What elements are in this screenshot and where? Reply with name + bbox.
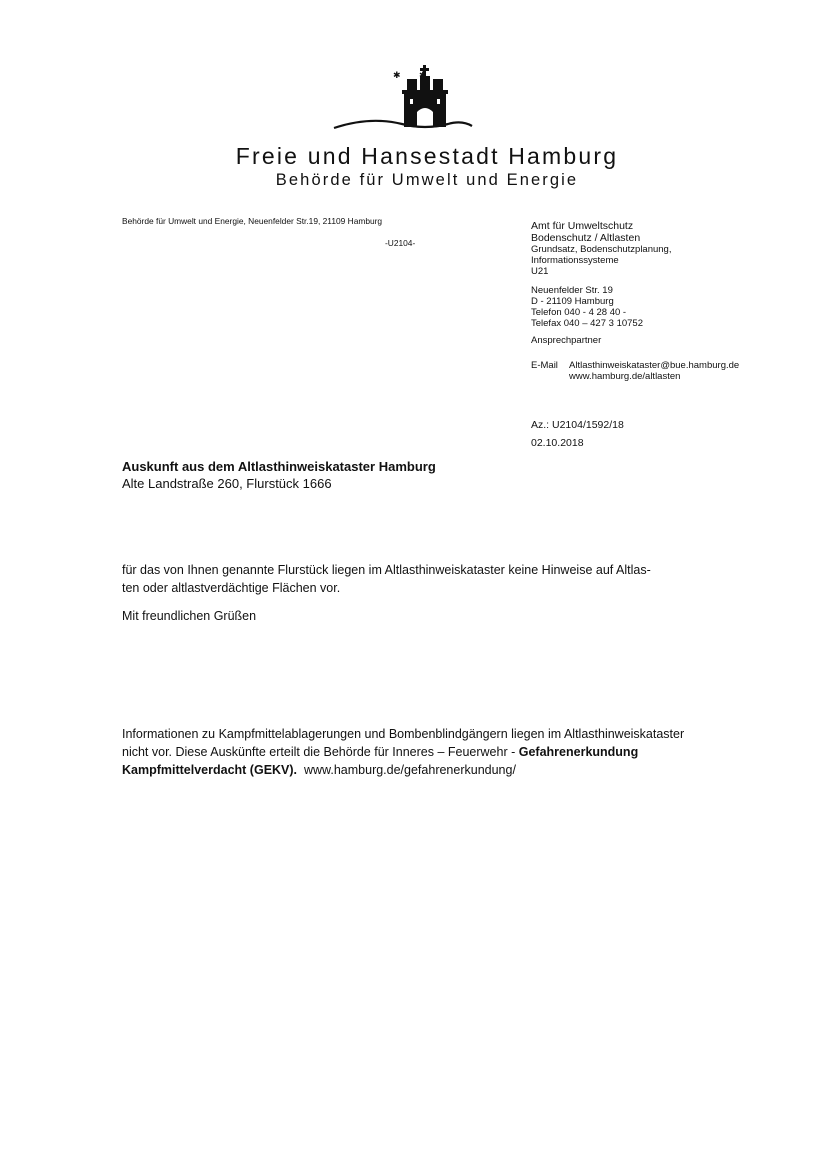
info-line-2 xyxy=(122,743,802,761)
email-link[interactable]: Altlasthinweiskataster@bue.hamburg.de xyxy=(569,360,740,371)
fax-number: Telefax 040 – 427 3 10752 xyxy=(531,318,643,329)
sender-info-block xyxy=(531,220,801,382)
closing-greeting: Mit freundlichen Grüßen xyxy=(122,609,257,623)
contact-links xyxy=(531,360,801,382)
info-line-2-text: nicht vor. Diese Auskünfte erteilt die Behörde für Inneres – Feuerwehr - xyxy=(122,745,519,759)
street-address: Neuenfelder Str. 19 xyxy=(531,285,613,296)
info-line-3 xyxy=(122,761,802,779)
email-label: E-Mail xyxy=(531,360,558,371)
file-reference: Az.: U2104/1592/18 xyxy=(531,419,624,431)
org-name: Freie und Hansestadt Hamburg xyxy=(235,143,619,169)
contact-label: Ansprechpartner xyxy=(531,335,602,346)
svg-text:✱: ✱ xyxy=(393,71,401,81)
gefahrenerkundung-link[interactable]: www.hamburg.de/gefahrenerkundung/ xyxy=(303,763,516,777)
body-paragraph xyxy=(122,561,762,597)
city-address: D - 21109 Hamburg xyxy=(531,296,614,307)
body-line-1: für das von Ihnen genannte Flurstück liegen im Altlasthinweiskataster keine Hinweise auf Altlas- xyxy=(122,563,651,577)
subject-address: Alte Landstraße 260, Flurstück 1666 xyxy=(122,476,332,491)
website-link[interactable]: www.hamburg.de/altlasten xyxy=(569,371,681,382)
letter-date: 02.10.2018 xyxy=(531,437,584,449)
subject-line: Auskunft aus dem Altlasthinweiskataster Hamburg xyxy=(122,459,436,474)
office-name: Amt für Umweltschutz xyxy=(531,220,634,232)
unit-code: U21 xyxy=(531,266,549,277)
dept-name: Behörde für Umwelt und Energie xyxy=(275,171,579,189)
phone-number: Telefon 040 - 4 28 40 - xyxy=(531,307,627,318)
info-line-1: Informationen zu Kampfmittelablagerungen und Bombenblindgängern liegen im Altlasthinweiskataster xyxy=(122,727,685,741)
sender-return-address: Behörde für Umwelt und Energie, Neuenfelder Str.19, 21109 Hamburg xyxy=(122,216,383,226)
reference-code: -U2104- xyxy=(385,238,416,248)
info-line-3-bold: Kampfmittelverdacht (GEKV). xyxy=(122,763,298,777)
body-line-2: ten oder altlastverdächtige Flächen vor. xyxy=(122,581,341,595)
info-paragraph xyxy=(122,725,802,779)
division-name: Bodenschutz / Altlasten xyxy=(531,232,641,244)
hamburg-castle-coat-of-arms-icon xyxy=(330,62,475,138)
unit-line-1: Grundsatz, Bodenschutzplanung, xyxy=(531,244,672,255)
unit-line-2: Informationssysteme xyxy=(531,255,619,266)
info-line-2-bold: Gefahrenerkundung xyxy=(518,745,639,759)
